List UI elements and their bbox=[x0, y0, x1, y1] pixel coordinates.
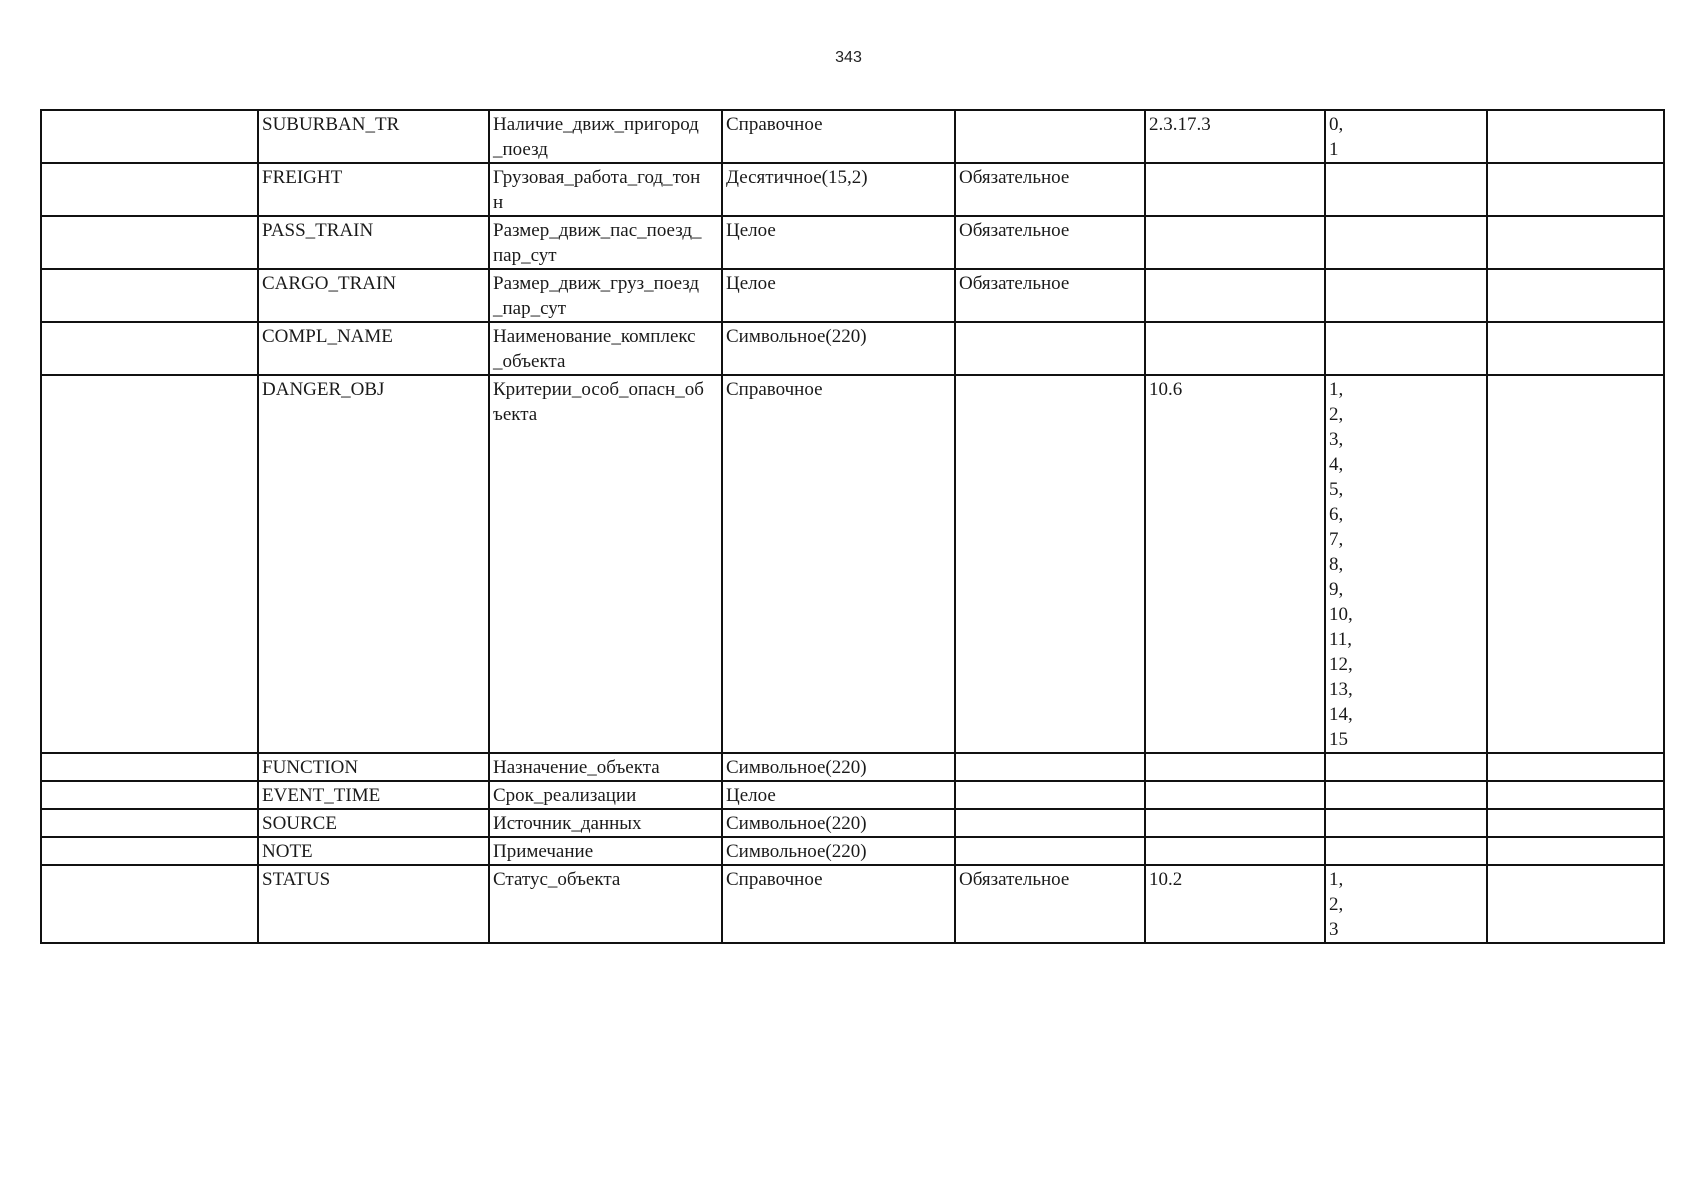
note-cell bbox=[1487, 865, 1664, 943]
value-item: 2, bbox=[1329, 404, 1344, 425]
attribute-name-cell bbox=[489, 809, 722, 837]
required-cell bbox=[955, 322, 1145, 375]
type-cell bbox=[722, 322, 955, 375]
note-cell bbox=[1487, 753, 1664, 781]
table-row bbox=[41, 753, 1664, 781]
field-code-cell bbox=[258, 753, 489, 781]
reference-cell bbox=[1145, 163, 1325, 216]
group-cell bbox=[41, 837, 258, 865]
reference-cell bbox=[1145, 375, 1325, 753]
reference-cell bbox=[1145, 865, 1325, 943]
field-code: FREIGHT bbox=[262, 167, 343, 188]
attribute-name-line: Наличие_движ_пригород bbox=[493, 114, 699, 135]
note-cell bbox=[1487, 163, 1664, 216]
table-row bbox=[41, 865, 1664, 943]
page-number: 343 bbox=[835, 49, 862, 66]
attribute-name-cell bbox=[489, 865, 722, 943]
values-cell bbox=[1325, 269, 1487, 322]
reference-code: 10.6 bbox=[1149, 379, 1183, 400]
attribute-table bbox=[40, 109, 1665, 944]
note-cell bbox=[1487, 809, 1664, 837]
reference-cell bbox=[1145, 216, 1325, 269]
attribute-name-line: Размер_движ_пас_поезд_ bbox=[493, 220, 702, 241]
type-cell bbox=[722, 753, 955, 781]
data-type: Целое bbox=[726, 220, 776, 241]
attribute-table-body bbox=[41, 110, 1664, 943]
table-row bbox=[41, 375, 1664, 753]
attribute-name-line: Назначение_объекта bbox=[493, 757, 660, 778]
attribute-name-line: Размер_движ_груз_поезд bbox=[493, 273, 700, 294]
attribute-name-line: Источник_данных bbox=[493, 813, 642, 834]
note-cell bbox=[1487, 375, 1664, 753]
value-item: 2, bbox=[1329, 894, 1344, 915]
group-cell bbox=[41, 269, 258, 322]
value-item: 15 bbox=[1329, 729, 1348, 750]
value-item: 13, bbox=[1329, 679, 1353, 700]
attribute-name-line: Статус_объекта bbox=[493, 869, 621, 890]
field-code: PASS_TRAIN bbox=[262, 220, 374, 241]
field-code: SOURCE bbox=[262, 813, 337, 834]
values-cell bbox=[1325, 110, 1487, 163]
value-item: 1 bbox=[1329, 139, 1339, 160]
attribute-name-line: пар_сут bbox=[493, 245, 557, 266]
reference-code: 2.3.17.3 bbox=[1149, 114, 1211, 135]
reference-cell bbox=[1145, 809, 1325, 837]
value-item: 11, bbox=[1329, 629, 1353, 650]
note-cell bbox=[1487, 837, 1664, 865]
data-type: Десятичное(15,2) bbox=[726, 167, 868, 188]
data-type: Символьное(220) bbox=[726, 813, 867, 834]
attribute-name-line: Примечание bbox=[493, 841, 594, 862]
note-cell bbox=[1487, 269, 1664, 322]
type-cell bbox=[722, 216, 955, 269]
table-row bbox=[41, 269, 1664, 322]
type-cell bbox=[722, 375, 955, 753]
required-flag: Обязательное bbox=[959, 869, 1070, 890]
field-code-cell bbox=[258, 163, 489, 216]
attribute-name-cell bbox=[489, 110, 722, 163]
data-type: Символьное(220) bbox=[726, 757, 867, 778]
required-cell bbox=[955, 216, 1145, 269]
field-code-cell bbox=[258, 809, 489, 837]
table-row bbox=[41, 322, 1664, 375]
attribute-name-line: Грузовая_работа_год_тон bbox=[493, 167, 701, 188]
group-cell bbox=[41, 322, 258, 375]
attribute-name-line: Критерии_особ_опасн_об bbox=[493, 379, 704, 400]
type-cell bbox=[722, 837, 955, 865]
field-code: COMPL_NAME bbox=[262, 326, 393, 347]
field-code-cell bbox=[258, 375, 489, 753]
note-cell bbox=[1487, 322, 1664, 375]
attribute-name-cell bbox=[489, 375, 722, 753]
type-cell bbox=[722, 865, 955, 943]
reference-cell bbox=[1145, 322, 1325, 375]
type-cell bbox=[722, 781, 955, 809]
attribute-name-cell bbox=[489, 781, 722, 809]
data-type: Справочное bbox=[726, 114, 823, 135]
group-cell bbox=[41, 110, 258, 163]
values-cell bbox=[1325, 753, 1487, 781]
value-item: 3, bbox=[1329, 429, 1344, 450]
table-row bbox=[41, 809, 1664, 837]
required-cell bbox=[955, 375, 1145, 753]
attribute-name-cell bbox=[489, 269, 722, 322]
data-type: Символьное(220) bbox=[726, 326, 867, 347]
required-cell bbox=[955, 809, 1145, 837]
reference-cell bbox=[1145, 837, 1325, 865]
attribute-name-line: _пар_сут bbox=[493, 298, 567, 319]
reference-cell bbox=[1145, 110, 1325, 163]
field-code: CARGO_TRAIN bbox=[262, 273, 397, 294]
type-cell bbox=[722, 163, 955, 216]
required-cell bbox=[955, 163, 1145, 216]
group-cell bbox=[41, 809, 258, 837]
value-item: 9, bbox=[1329, 579, 1344, 600]
type-cell bbox=[722, 809, 955, 837]
required-flag: Обязательное bbox=[959, 167, 1070, 188]
required-cell bbox=[955, 781, 1145, 809]
attribute-name-line: _поезд bbox=[493, 139, 548, 160]
field-code-cell bbox=[258, 216, 489, 269]
group-cell bbox=[41, 216, 258, 269]
table-row bbox=[41, 216, 1664, 269]
field-code-cell bbox=[258, 837, 489, 865]
reference-code: 10.2 bbox=[1149, 869, 1183, 890]
attribute-name-line: _объекта bbox=[493, 351, 566, 372]
value-item: 12, bbox=[1329, 654, 1353, 675]
field-code-cell bbox=[258, 110, 489, 163]
field-code-cell bbox=[258, 781, 489, 809]
attribute-name-cell bbox=[489, 163, 722, 216]
values-cell bbox=[1325, 865, 1487, 943]
attribute-name-line: Наименование_комплекс bbox=[493, 326, 696, 347]
value-item: 7, bbox=[1329, 529, 1344, 550]
attribute-name-line: н bbox=[493, 192, 504, 213]
required-cell bbox=[955, 865, 1145, 943]
type-cell bbox=[722, 269, 955, 322]
group-cell bbox=[41, 375, 258, 753]
note-cell bbox=[1487, 110, 1664, 163]
note-cell bbox=[1487, 781, 1664, 809]
group-cell bbox=[41, 163, 258, 216]
attribute-name-line: Срок_реализации bbox=[493, 785, 637, 806]
data-type: Справочное bbox=[726, 869, 823, 890]
data-type: Целое bbox=[726, 785, 776, 806]
field-code: SUBURBAN_TR bbox=[262, 114, 400, 135]
table-row bbox=[41, 110, 1664, 163]
field-code-cell bbox=[258, 322, 489, 375]
attribute-name-cell bbox=[489, 837, 722, 865]
values-cell bbox=[1325, 837, 1487, 865]
value-item: 14, bbox=[1329, 704, 1353, 725]
value-item: 10, bbox=[1329, 604, 1353, 625]
required-cell bbox=[955, 269, 1145, 322]
value-item: 1, bbox=[1329, 869, 1344, 890]
values-cell bbox=[1325, 781, 1487, 809]
data-type: Справочное bbox=[726, 379, 823, 400]
reference-cell bbox=[1145, 781, 1325, 809]
attribute-name-cell bbox=[489, 322, 722, 375]
values-cell bbox=[1325, 809, 1487, 837]
table-row bbox=[41, 837, 1664, 865]
field-code: EVENT_TIME bbox=[262, 785, 381, 806]
value-item: 8, bbox=[1329, 554, 1344, 575]
data-type: Символьное(220) bbox=[726, 841, 867, 862]
group-cell bbox=[41, 865, 258, 943]
value-item: 1, bbox=[1329, 379, 1344, 400]
field-code: FUNCTION bbox=[262, 757, 359, 778]
type-cell bbox=[722, 110, 955, 163]
values-cell bbox=[1325, 375, 1487, 753]
field-code-cell bbox=[258, 269, 489, 322]
field-code-cell bbox=[258, 865, 489, 943]
attribute-name-cell bbox=[489, 753, 722, 781]
field-code: STATUS bbox=[262, 869, 331, 890]
data-type: Целое bbox=[726, 273, 776, 294]
reference-cell bbox=[1145, 269, 1325, 322]
value-item: 5, bbox=[1329, 479, 1344, 500]
required-flag: Обязательное bbox=[959, 220, 1070, 241]
required-cell bbox=[955, 837, 1145, 865]
value-item: 3 bbox=[1329, 919, 1339, 940]
table-row bbox=[41, 781, 1664, 809]
attribute-name-cell bbox=[489, 216, 722, 269]
field-code: DANGER_OBJ bbox=[262, 379, 385, 400]
reference-cell bbox=[1145, 753, 1325, 781]
values-cell bbox=[1325, 216, 1487, 269]
value-item: 4, bbox=[1329, 454, 1344, 475]
required-cell bbox=[955, 753, 1145, 781]
value-item: 0, bbox=[1329, 114, 1344, 135]
values-cell bbox=[1325, 163, 1487, 216]
values-cell bbox=[1325, 322, 1487, 375]
group-cell bbox=[41, 781, 258, 809]
attribute-name-line: ъекта bbox=[493, 404, 538, 425]
table-row bbox=[41, 163, 1664, 216]
group-cell bbox=[41, 753, 258, 781]
note-cell bbox=[1487, 216, 1664, 269]
value-item: 6, bbox=[1329, 504, 1344, 525]
required-cell bbox=[955, 110, 1145, 163]
required-flag: Обязательное bbox=[959, 273, 1070, 294]
field-code: NOTE bbox=[262, 841, 313, 862]
